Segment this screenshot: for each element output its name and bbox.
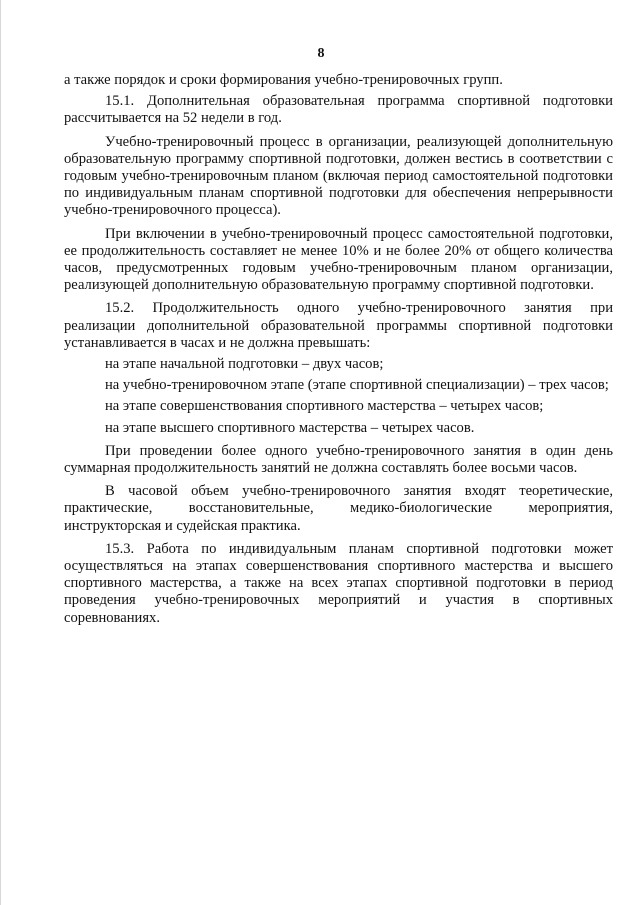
paragraph-training-process: Учебно-тренировочный процесс в организации, реализующей дополнительную образовательную программу спортивной подготовки, должен вестись в соответствии с годовым учебно-тренировочным планом (включая период самостоятельной подготовки по индивидуальным планам спортивной подготовки для обеспечения непрерывности учебно-тренировочного процесса). (64, 133, 613, 219)
list-item-initial-stage: на этапе начальной подготовки – двух часов; (105, 356, 384, 373)
paragraph-15-2: 15.2. Продолжительность одного учебно-тренировочного занятия при реализации дополнительной образовательной программы спортивной подготовки устанавливается в часах и не должна превышать: (64, 300, 613, 351)
paragraph-15-1: 15.1. Дополнительная образовательная программа спортивной подготовки рассчитывается на 52 недели в год. (64, 93, 613, 127)
page-number: 8 (317, 46, 325, 61)
list-item-improvement-stage: на этапе совершенствования спортивного мастерства – четырех часов; (105, 398, 544, 415)
paragraph-self-training: При включении в учебно-тренировочный процесс самостоятельной подготовки, ее продолжительность составляет не менее 10% и не более 20% от общего количества часов, предусмотренных годовым учебно-тренировочным планом организации, реализующей дополнительную образовательную программу спортивной подготовки. (64, 225, 613, 294)
document-body (64, 72, 613, 627)
list-item-higher-stage: на этапе высшего спортивного мастерства – четырех часов. (105, 419, 475, 436)
list-item-training-stage: на учебно-тренировочном этапе (этапе спортивной специализации) – трех часов; (105, 377, 609, 394)
paragraph-daily-limit: При проведении более одного учебно-тренировочного занятия в один день суммарная продолжительность занятий не должна составлять более восьми часов. (64, 442, 613, 477)
paragraph-15-3: 15.3. Работа по индивидуальным планам спортивной подготовки может осуществляться на этапах совершенствования спортивного мастерства и высшего спортивного мастерства, а также на всех этапах спортивной подготовки в период проведения учебно-тренировочных мероприятий и участия в спортивных соревнованиях. (64, 540, 613, 626)
paragraph-continuation: а также порядок и сроки формирования учебно-тренировочных групп. (64, 72, 503, 88)
paragraph-hour-volume: В часовой объем учебно-тренировочного занятия входят теоретические, практические, восстановительные, медико-биологические мероприятия, инструкторская и судейская практика. (64, 483, 613, 534)
